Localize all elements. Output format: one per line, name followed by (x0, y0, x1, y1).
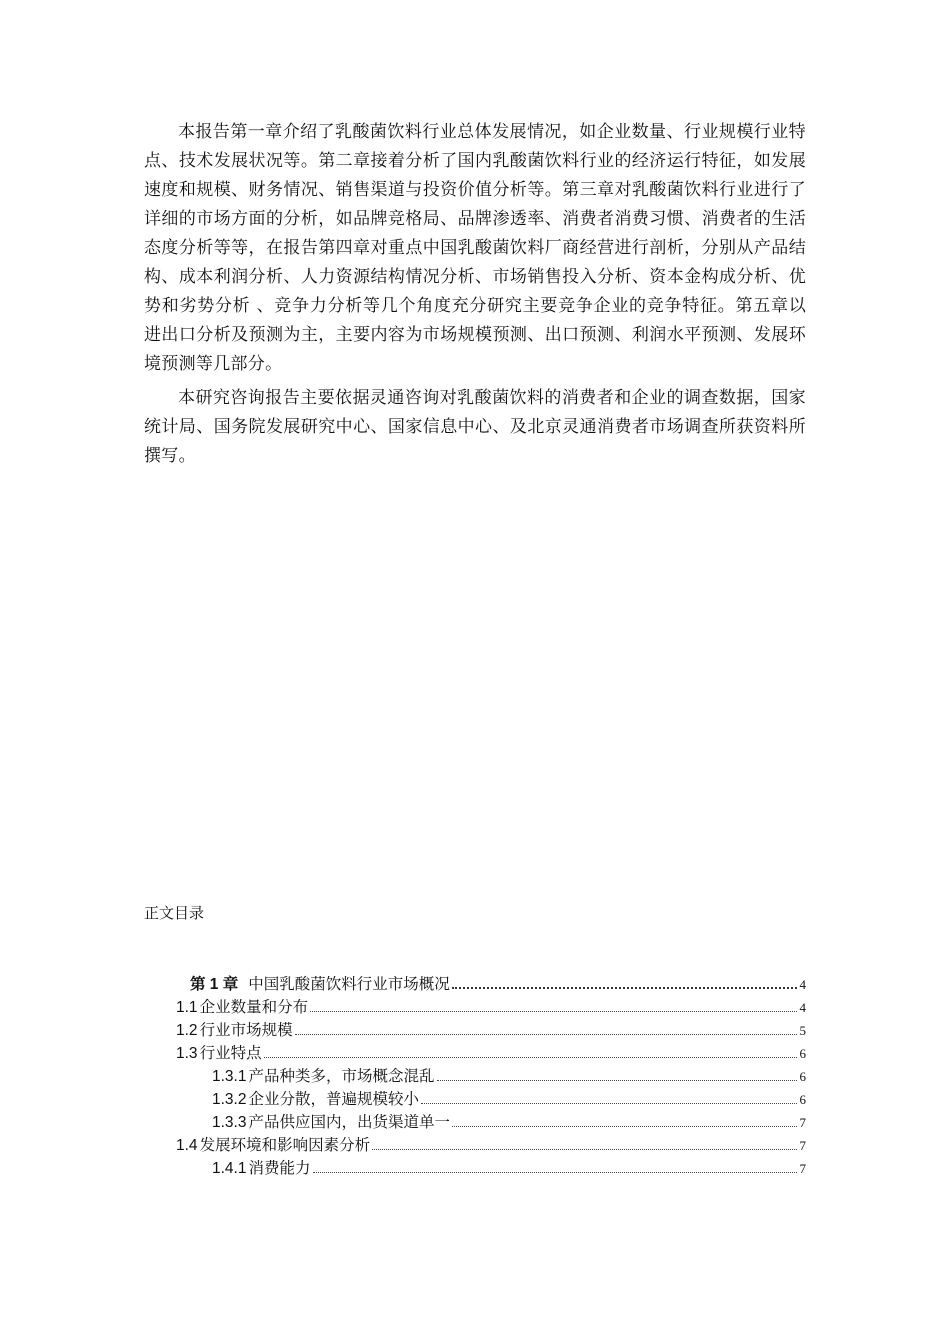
toc-entry-number: 1.4 (176, 1137, 198, 1154)
toc-entry-title: 发展环境和影响因素分析 (199, 1136, 371, 1154)
toc-entry-1-3-1[interactable] (176, 1064, 806, 1087)
toc-entry-title: 企业数量和分布 (199, 998, 309, 1016)
toc-leader (372, 1148, 796, 1150)
toc-entry-title: 行业市场规模 (199, 1021, 293, 1039)
toc-entry-1-3[interactable] (176, 1041, 806, 1064)
intro-paragraph: 本报告第一章介绍了乳酸菌饮料行业总体发展情况，如企业数量、行业规模行业特点、技术发展状况等。第二章接着分析了国内乳酸菌饮料行业的经济运行特征，如发展速度和规模、财务情况、销售渠道与投资价值分析等。第三章对乳酸菌饮料行业进行了详细的市场方面的分析，如品牌竞格局、品牌渗透率、消费者消费习惯、消费者的生活态度分析等等，在报告第四章对重点中国乳酸菌饮料厂商经营进行剖析，分别从产品结构、成本利润分析、人力资源结构情况分析、市场销售投入分析、资本金构成分析、优势和劣势分析 、竞争力分析等几个角度充分研究主要竞争企业的竞争特征。第五章以进出口分析及预测为主，主要内容为市场规模预测、出口预测、利润水平预测、发展环境预测等几部分。 (144, 122, 806, 374)
toc-leader (421, 1102, 797, 1104)
toc-leader (310, 1010, 796, 1012)
toc-leader (437, 1079, 797, 1081)
toc-entry-page: 7 (799, 1138, 806, 1153)
toc-entry-title: 消费能力 (248, 1159, 311, 1177)
table-of-contents (176, 972, 806, 1179)
toc-entry-page: 4 (799, 977, 806, 992)
toc-entry-number: 第 1 章 (190, 976, 239, 993)
toc-leader (295, 1033, 797, 1035)
toc-entry-title: 中国乳酸菌饮料行业市场概况 (248, 975, 450, 993)
toc-entry-page: 5 (799, 1023, 806, 1038)
toc-entry-1-4-1[interactable] (176, 1156, 806, 1179)
toc-entry-chapter-1[interactable] (176, 972, 806, 995)
toc-entry-number: 1.3.3 (212, 1114, 247, 1131)
toc-entry-number: 1.2 (176, 1022, 198, 1039)
toc-leader (313, 1171, 797, 1173)
toc-entry-1-2[interactable] (176, 1018, 806, 1041)
toc-entry-1-3-2[interactable] (176, 1087, 806, 1110)
toc-entry-1-1[interactable] (176, 995, 806, 1018)
toc-entry-page: 6 (799, 1092, 806, 1107)
intro-paragraph: 本研究咨询报告主要依据灵通咨询对乳酸菌饮料的消费者和企业的调查数据，国家统计局、国务院发展研究中心、国家信息中心、及北京灵通消费者市场调查所获资料所撰写。 (144, 388, 806, 466)
toc-entry-page: 4 (799, 1000, 806, 1015)
toc-entry-1-3-3[interactable] (176, 1110, 806, 1133)
toc-entry-1-4[interactable] (176, 1133, 806, 1156)
toc-entry-page: 6 (799, 1046, 806, 1061)
toc-entry-number: 1.3.2 (212, 1091, 247, 1108)
toc-heading: 正文目录 (144, 904, 205, 922)
toc-entry-title: 行业特点 (199, 1044, 262, 1062)
toc-leader (264, 1056, 797, 1058)
toc-entry-title: 产品种类多，市场概念混乱 (248, 1067, 435, 1085)
toc-entry-page: 7 (799, 1115, 806, 1130)
toc-entry-page: 7 (799, 1161, 806, 1176)
toc-leader (452, 1125, 797, 1127)
toc-leader (452, 986, 797, 989)
toc-entry-number: 1.4.1 (212, 1160, 247, 1177)
toc-entry-title: 产品供应国内，出货渠道单一 (248, 1113, 450, 1131)
intro-section (144, 118, 806, 476)
toc-entry-number: 1.3.1 (212, 1068, 247, 1085)
toc-entry-number: 1.3 (176, 1045, 198, 1062)
toc-entry-page: 6 (799, 1069, 806, 1084)
toc-entry-title: 企业分散，普遍规模较小 (248, 1090, 419, 1108)
toc-entry-number: 1.1 (176, 999, 198, 1016)
